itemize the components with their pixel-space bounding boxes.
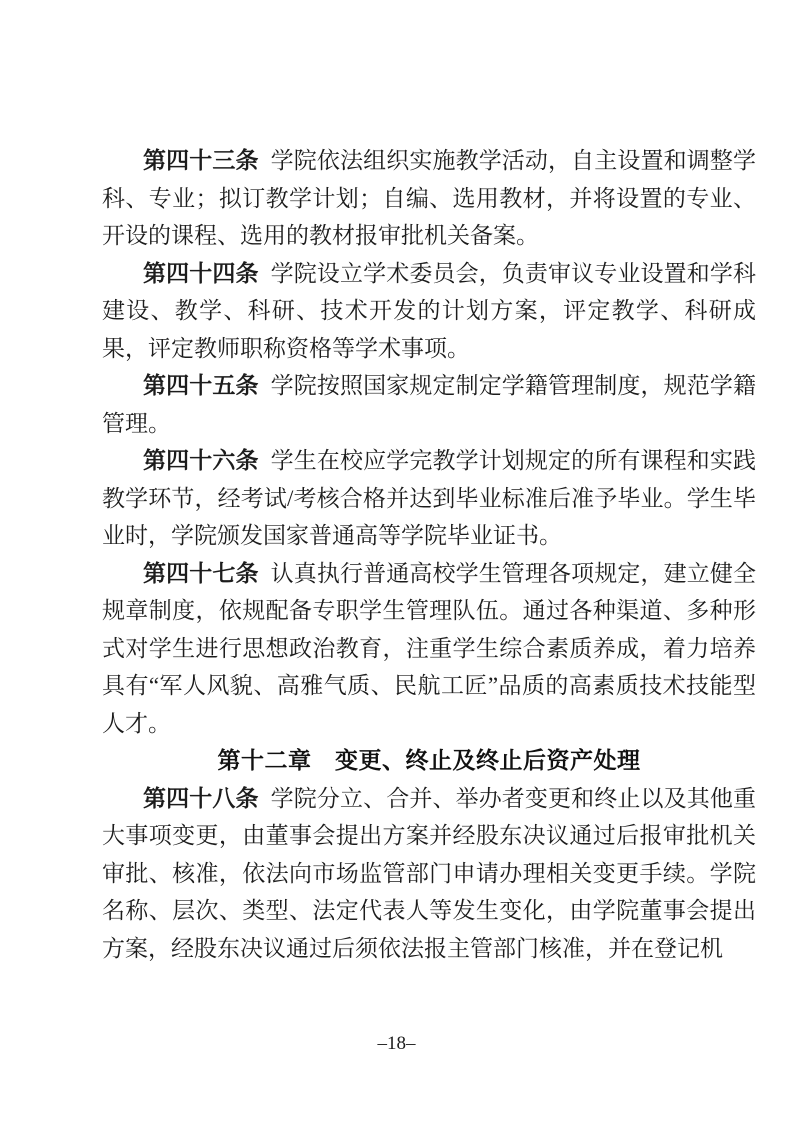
article-number: 第四十五条	[143, 373, 259, 398]
article-paragraph-46	[102, 442, 756, 555]
article-number: 第四十六条	[143, 448, 259, 473]
article-paragraph-47	[102, 555, 756, 743]
article-text: 学院设立学术委员会，负责审议专业设置和学科建设、教学、科研、技术开发的计划方案，评定教学、科研成果，评定教师职称资格等学术事项。	[102, 260, 757, 361]
article-text: 认真执行普通高校学生管理各项规定，建立健全规章制度，依规配备专职学生管理队伍。通过各种渠道、多种形式对学生进行思想政治教育，注重学生综合素质养成，着力培养具有“军人风貌、高雅气质、民航工匠”品质的高素质技术技能型人才。	[102, 560, 757, 736]
article-number: 第四十四条	[143, 260, 259, 286]
article-text: 学院分立、合并、举办者变更和终止以及其他重大事项变更，由董事会提出方案并经股东决议通过后报审批机关审批、核准，依法向市场监管部门申请办理相关变更手续。学院名称、层次、类型、法定代表人等发生变化，由学院董事会提出方案，经股东决议通过后须依法报主管部门核准，并在登记机	[102, 785, 757, 961]
chapter-heading: 第十二章 变更、终止及终止后资产处理	[217, 747, 641, 773]
page-number: –18–	[377, 1033, 416, 1054]
document-body	[102, 142, 756, 967]
article-paragraph-44	[102, 255, 756, 368]
article-number: 第四十八条	[143, 785, 259, 811]
article-text: 学院按照国家规定制定学籍管理制度，规范学籍管理。	[102, 373, 757, 436]
article-text: 学生在校应学完教学计划规定的所有课程和实践教学环节，经考试/考核合格并达到毕业标准后准予毕业。学生毕业时，学院颁发国家普通高等学院毕业证书。	[102, 448, 757, 548]
article-paragraph-43	[102, 142, 756, 255]
article-paragraph-48	[102, 780, 756, 968]
article-number: 第四十七条	[143, 560, 259, 586]
article-text: 学院依法组织实施教学活动，自主设置和调整学科、专业；拟订教学计划；自编、选用教材，并将设置的专业、开设的课程、选用的教材报审批机关备案。	[102, 148, 757, 248]
article-paragraph-45	[102, 367, 756, 442]
article-number: 第四十三条	[143, 148, 259, 173]
